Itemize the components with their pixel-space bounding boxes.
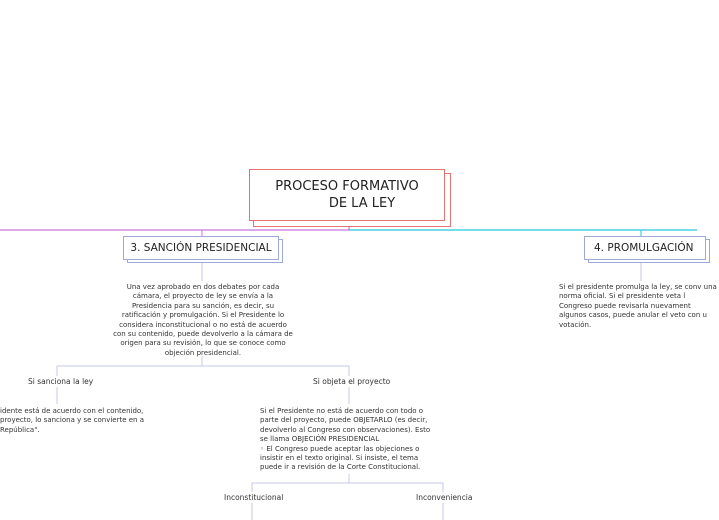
central-topic-title: [275, 178, 419, 212]
central-title-line2: DE LA LEY: [328, 196, 396, 211]
central-topic[interactable]: [249, 169, 445, 221]
subtopic-sanciona-label[interactable]: Si sanciona la ley: [28, 377, 94, 386]
sanciona-description: idente está de acuerdo con el contenido, proyecto, lo sanciona y se convierte en a República".: [0, 407, 144, 434]
objeta-description: [260, 407, 438, 473]
connector-split-horizontal: [57, 366, 349, 376]
topic-promulgacion[interactable]: [584, 236, 706, 260]
promulgacion-description: Si el presidente promulga la ley, se conv una norma oficial. Si el presidente veta l Congreso puede revisarla nuevament algunos casos, puede anular el veto con u votación.: [559, 283, 717, 329]
topic-promulgacion-label: 4. PROMULGACIÓN: [594, 242, 694, 254]
objeta-description-main: Si el Presidente no está de acuerdo con todo o parte del proyecto, puede OBJETARLO (es decir, devolverlo al Congreso con observaciones). Esto se llama OBJECIÓN PRESIDENCIAL: [260, 407, 431, 444]
central-title-line1: PROCESO FORMATIVO: [275, 179, 419, 194]
subtopic-objeta-label[interactable]: Si objeta el proyecto: [313, 377, 391, 386]
subtopic-inconstitucional-label[interactable]: Inconstitucional: [224, 493, 284, 502]
sancion-description: Una vez aprobado en dos debates por cada cámara, el proyecto de ley se envía a la Presidencia para su sanción, es decir, su ratificación y promulgación. Si el Presidente lo considera inconstitucional o no está de acuerdo con su contenido, puede devolverlo a la cámara de origen para su revisión, lo que se conoce como objeción presidencial.: [113, 283, 293, 357]
objeta-description-bullet: ◦ El Congreso puede aceptar las objeciones o insistir en el texto original. Si insiste, el tema puede ir a revisión de la Corte Constitucional.: [260, 444, 421, 472]
topic-sancion-presidencial[interactable]: [123, 236, 279, 260]
topic-sancion-label: 3. SANCIÓN PRESIDENCIAL: [130, 242, 272, 254]
subtopic-inconveniencia-label[interactable]: Inconveniencia: [416, 493, 473, 502]
connector-objeta-children: [252, 483, 443, 492]
